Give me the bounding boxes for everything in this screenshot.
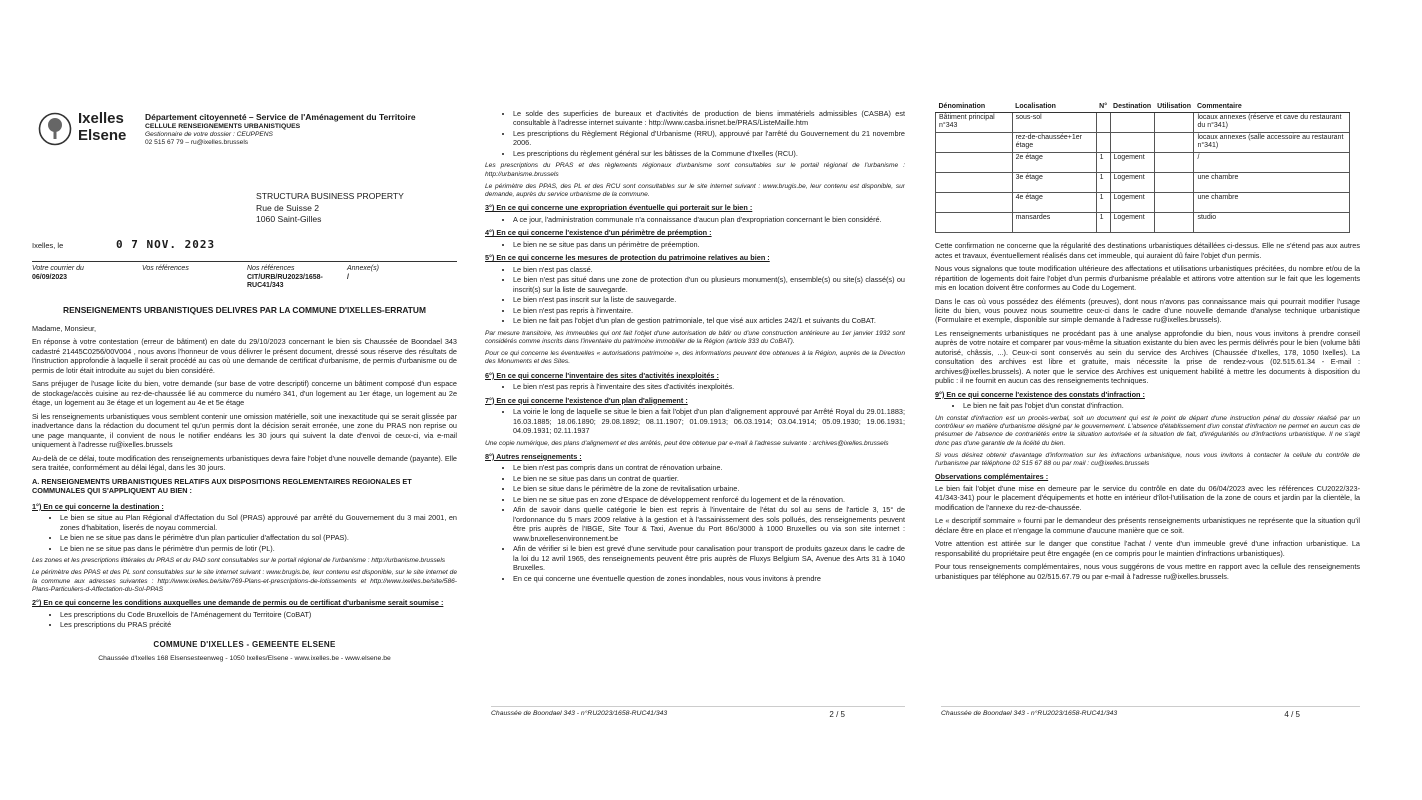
table-cell: mansardes	[1012, 213, 1096, 233]
table-cell	[936, 133, 1013, 153]
page-1	[32, 85, 457, 735]
list-item: • Le bien n'est pas repris à l'inventaire des sites d'activités inexploités.	[513, 382, 905, 391]
section-heading: 3°) En ce qui concerne une expropriation éventuelle qui porterait sur le bien :	[485, 203, 753, 213]
paragraph: Nous vous signalons que toute modification ultérieure des affectations et utilisations urbanistiques précitées, du nombre et/ou de la répartition de logements doit faire l'objet d'un permis d'urbanisme préalable et attirons votre attention sur le fait que les logements mis en location doivent être conformes au Code du Logement.	[935, 264, 1360, 293]
ixelles-logo-icon	[38, 112, 72, 146]
section-heading: 5°) En ce qui concerne les mesures de protection du patrimoine relatives au bien :	[485, 253, 770, 263]
table-row	[936, 133, 1350, 153]
table-row	[936, 153, 1350, 173]
paragraph: Au-delà de ce délai, toute modification des renseignements urbanistiques devra faire l'objet d'une nouvelle demande (payante). Elle sera traitée, conformément au délai légal, dans les 30 jours.	[32, 453, 457, 473]
section-heading: 9°) En ce qui concerne l'existence des constats d'infraction :	[935, 389, 1145, 399]
table-cell: 2e étage	[1012, 153, 1096, 173]
table-cell	[1154, 153, 1194, 173]
list-item: • Le bien n'est pas repris à l'inventaire.	[513, 306, 905, 315]
paragraph: Le « descriptif sommaire » fourni par le demandeur des présents renseignements urbanistiques ne représente que la situation qu'il déclare être en place et n'engage la commune d'aucune manière que ce soit.	[935, 516, 1360, 535]
note: Pour ce qui concerne les éventuelles « autorisations patrimoine », des informations peuvent être obtenues à la Région, auprès de la Direction des Monuments et des Sites.	[485, 350, 905, 366]
page-number: 2 / 5	[829, 710, 845, 720]
note: Un constat d'infraction est un procès-verbal, soit un document qui est le point de départ d'une instruction pénal du dossier réalisé par un contrôleur en matière d'urbanisme désigné par le gouvernement. L'absence d'établissement d'un constat d'infraction ne permet en aucun cas de présumer de l'absence de contrariétés entre la situation autorisée et la situation de fait, d'irrégularités ou d'infractions urbanistique. Il ne s'agit donc pas d'une garantie de la licéité du bien.	[935, 414, 1360, 447]
footer-address: Chaussée d'Ixelles 168 Elsensesteenweg - 1050 Ixelles/Elsene - www.ixelles.be - www.elsene.be	[98, 654, 391, 662]
list-item: • Le bien n'est pas compris dans un contrat de rénovation urbaine.	[513, 463, 905, 472]
table-cell: 1	[1096, 173, 1110, 193]
table-cell: studio	[1194, 213, 1350, 233]
table-cell: Logement	[1110, 153, 1154, 173]
note: Les prescriptions du PRAS et des règlements régionaux d'urbanisme sont consultables sur le portail régional de l'urbanisme : http://urbanisme.brussels	[485, 162, 905, 178]
table-cell	[1154, 113, 1194, 133]
list-item: • Le bien ne se situe pas dans un périmètre de préemption.	[513, 240, 905, 249]
footer-title: COMMUNE D'IXELLES - GEMEENTE ELSENE	[153, 639, 336, 649]
table-cell	[1154, 193, 1194, 213]
paragraph: Sans préjuger de l'usage licite du bien, votre demande (sur base de votre descriptif) concerne un bâtiment composé d'un espace de stockage/accès cuisine au rez-de-chaussée lié au commerce du numéro 341, d'un logement au 1er étage, un logement au 2e étage, un logement au 3e étage et un logement au 4e et 5e étage	[32, 379, 457, 408]
note: Par mesure transitoire, les immeubles qui ont fait l'objet d'une autorisation de bâtir ou d'une construction antérieure au 1er janvier 1932 sont considérés comme inscrits dans l'inventaire du patrimoine immobilier de la Région (article 333 du CoBAT).	[485, 329, 905, 345]
list-item: • Les prescriptions du Règlement Régional d'Urbanisme (RRU), approuvé par l'arrêté du Gouvernement du 21 novembre 2006.	[513, 129, 905, 148]
footer-reference: Chaussée de Boondael 343 - n°RU2023/1658-RUC41/343	[941, 710, 1118, 718]
page-4	[935, 85, 1360, 735]
section-heading: 2°) En ce qui concerne les conditions auxquelles une demande de permis ou de certificat d'urbanisme serait soumise :	[32, 598, 444, 608]
table-cell	[936, 213, 1013, 233]
table-cell: Bâtiment principal n°343	[936, 113, 1013, 133]
paragraph: Votre attention est attirée sur le danger que constitue l'achat / vente d'un immeuble grevé d'une infraction urbanistique. La responsabilité du propriétaire peut être engagée (en ce compris pour le maintien d'infractions urbanistiques).	[935, 539, 1360, 558]
note: Une copie numérique, des plans d'alignement et des arrêtés, peut être obtenue par e-mail à l'adresse suivante : archives@ixelles.brussels	[485, 439, 889, 447]
table-cell	[1096, 133, 1110, 153]
list-item: • Les prescriptions du règlement général sur les bâtisses de la Commune d'Ixelles (RCU).	[513, 149, 905, 158]
paragraph: Cette confirmation ne concerne que la régularité des destinations urbanistiques détaillées ci-dessus. Elle ne s'étend pas aux autres actes et travaux, éventuellement réalisés dans cet immeuble, qui auraient dû faire l'objet d'un permis.	[935, 241, 1360, 260]
document-title: RENSEIGNEMENTS URBANISTIQUES DELIVRES PAR LA COMMUNE D'IXELLES-ERRATUM	[63, 305, 426, 316]
table-cell: une chambre	[1194, 173, 1350, 193]
section-heading: Observations complémentaires :	[935, 472, 1049, 482]
list-item: • Le bien n'est pas situé dans une zone de protection d'un ou plusieurs monument(s), ensemble(s) ou site(s) classé(s) ou inscrit(s) sur la liste de sauvegarde.	[513, 275, 905, 294]
list-item: • En ce qui concerne une éventuelle question de zones inondables, nous vous invitons à prendre	[513, 574, 905, 583]
page-footer	[491, 706, 905, 719]
list-item: • Le bien ne se situe pas en zone d'Espace de développement renforcé du logement et de la rénovation.	[513, 495, 905, 504]
paragraph: Pour tous renseignements complémentaires, nous vous suggérons de vous mettre en rapport avec la cellule des renseignements urbanistiques par téléphone au 02/515.67.79 ou par e-mail à l'adresse ru@ixelles.brussels.	[935, 562, 1360, 581]
list-item: • Les prescriptions du Code Bruxellois de l'Aménagement du Territoire (CoBAT)	[60, 610, 457, 619]
paragraph: Si les renseignements urbanistiques vous semblent contenir une omission matérielle, soit une inexactitude qui se serait glissée par inadvertance dans la rédaction du document tel qu'un permis dont la décision serait erronée, une zone du PRAS non reprise ou une page manquante, il convient de nous le notifier endéans les 30 jours qui suivent la date d'envoi de ceux-ci, via e-mail uniquement à l'adresse ru@ixelles.brussels	[32, 411, 457, 450]
section-heading: 1°) En ce qui concerne la destination :	[32, 501, 164, 511]
logo-text: Ixelles Elsene	[78, 110, 127, 144]
page-number: 4 / 5	[1284, 710, 1300, 720]
note: Le périmètre des PPAS et des PL sont consultables sur le site internet suivant : www.brugis.be, leur contenu est disponible, sur le site internet de la commune aux adresses suivantes : http://www.ixelles.be/site/769-Plans-et-prescriptions-de-lotissements et http://www.ixelles.be/site/586-Plans-Particuliers-d-Affectation-du-Sol-PPAS	[32, 569, 457, 593]
list-item: • Le bien ne se situe pas dans le périmètre d'un plan particulier d'affectation du sol (PPAS).	[60, 533, 457, 542]
bullet-list	[485, 265, 905, 326]
list-item: • Le bien ne se situe pas dans un contrat de quartier.	[513, 474, 905, 483]
table-cell: Logement	[1110, 213, 1154, 233]
list-item: • Le bien se situe au Plan Régional d'Affectation du Sol (PRAS) approuvé par arrêté du Gouvernement du 3 mai 2001, en zones d'habitation, liserés de noyau commercial.	[60, 513, 457, 532]
table-cell	[1110, 113, 1154, 133]
table-cell: 4e étage	[1012, 193, 1096, 213]
note: Les zones et les prescriptions littérales du PRAS et du PAD sont consultables sur le portail régional de l'urbanisme : http://urbanisme.brussels	[32, 557, 446, 565]
footer-reference: Chaussée de Boondael 343 - n°RU2023/1658-RUC41/343	[491, 710, 668, 718]
table-header-row: Dénomination Localisation N° Destination Utilisation Commentaire	[936, 101, 1350, 113]
page-footer	[941, 706, 1360, 719]
list-item: • Le bien ne fait pas l'objet d'un constat d'infraction.	[963, 401, 1360, 410]
table-cell: rez-de-chaussée+1er étage	[1012, 133, 1096, 153]
bullet-list	[485, 382, 905, 391]
bullet-list	[32, 513, 457, 553]
table-cell	[1154, 173, 1194, 193]
note: Si vous désirez obtenir d'avantage d'information sur les infractions urbanistique, nous vous invitons à contacter la cellule du contrôle de l'urbanisme par téléphone 02 515 67 88 ou par mail : cu@ixelles.brussels	[935, 451, 1360, 468]
bullet-list	[32, 610, 457, 630]
bullet-list	[485, 240, 905, 249]
table-cell: une chambre	[1194, 193, 1350, 213]
table-cell	[936, 153, 1013, 173]
date-stamp: 0 7 NOV. 2023	[116, 237, 216, 251]
section-heading: A. RENSEIGNEMENTS URBANISTIQUES RELATIFS AUX DISPOSITIONS REGLEMENTAIRES REGIONALES ET COMMUNALES QUI S'APPLIQUENT AU BIEN :	[32, 476, 412, 496]
table-cell: 1	[1096, 193, 1110, 213]
table-cell: locaux annexes (réserve et cave du restaurant du n°341)	[1194, 113, 1350, 133]
table-row	[936, 193, 1350, 213]
table-cell: 1	[1096, 153, 1110, 173]
table-cell: Logement	[1110, 193, 1154, 213]
list-item: • Le bien ne fait pas l'objet d'un plan de gestion patrimoniale, tel que visé aux articles 242/1 et suivants du CoBAT.	[513, 316, 905, 325]
page-2	[485, 85, 905, 735]
note: Le périmètre des PPAS, des PL et des RCU sont consultables sur le site internet suivant : www.brugis.be, leur contenu est disponible, sur demande, auprès du service urbanisme de la commune.	[485, 182, 905, 199]
section-heading: 4°) En ce qui concerne l'existence d'un périmètre de préemption :	[485, 228, 712, 238]
table-cell	[936, 173, 1013, 193]
bullet-list	[485, 109, 905, 158]
table-cell: 1	[1096, 213, 1110, 233]
bullet-list	[485, 407, 905, 435]
section-heading: 8°) Autres renseignements :	[485, 451, 582, 461]
table-cell: sous-sol	[1012, 113, 1096, 133]
department-info: Département citoyenneté – Service de l'Aménagement du Territoire CELLULE RENSEIGNEMENTS URBANISTIQUES Gestionnaire de votre dossier : CEUPPENS 02 515 67 79 – ru@ixelles.brussels	[145, 112, 416, 147]
bullet-list	[485, 463, 905, 583]
list-item: • Le bien ne se situe pas dans le périmètre d'un permis de lotir (PL).	[60, 544, 457, 553]
table-cell: locaux annexes (salle accessoire au restaurant n°341)	[1194, 133, 1350, 153]
paragraph: En réponse à votre contestation (erreur de bâtiment) en date du 29/10/2023 concernant le bien sis Chaussée de Boondael 343 cadastré 21445C0256/00V004 , nous avons l'honneur de vous délivrer le présent document, dressé sous réserve des résultats de l'instruction approfondie à laquelle il serait procédé au cas où une demande de certificat d'urbanisme, de permis d'urbanisme ou de permis de lotir était introduite au sujet du bien considéré.	[32, 337, 457, 375]
section-heading: 7°) En ce qui concerne l'existence d'un plan d'alignement :	[485, 395, 688, 405]
table-cell: /	[1194, 153, 1350, 173]
letterhead	[32, 109, 457, 151]
list-item: • Le bien n'est pas classé.	[513, 265, 905, 274]
table-cell	[1096, 113, 1110, 133]
bullet-list	[935, 401, 1360, 410]
table-cell	[936, 193, 1013, 213]
list-item: • La voirie le long de laquelle se situe le bien a fait l'objet d'un plan d'alignement approuvé par Arrêté Royal du 29.01.1883; 16.03.1885; 18.06.1890; 29.08.1892; 08.11.1907; 01.09.1913; 06.03.1914; 03.04.1914; 05.09.1930; 19.06.1931; 04.09.1931; 02.11.1937	[513, 407, 905, 435]
paragraph: Dans le cas où vous possédez des éléments (preuves), dont nous n'avons pas connaissance mais qui pourrait modifier l'usage licite du bien, vous pouvez nous soumettre ceux-ci dans le cadre d'une nouvelle demande d'analyse technique urbanistique (Formulaire et exemple, disponible sur simple demande à l'adresse ru@ixelles.brussels).	[935, 296, 1360, 325]
table-row	[936, 213, 1350, 233]
reference-row: Votre courrier du Vos références Nos références Annexe(s) 06/09/2023 CIT/URB/RU2023/1658-RUC41/343 /	[32, 261, 457, 291]
addressee-block: STRUCTURA BUSINESS PROPERTY Rue de Suisse 2 1060 Saint-Gilles	[256, 191, 404, 225]
bullet-list	[485, 215, 905, 224]
table-row	[936, 113, 1350, 133]
table-cell: 3e étage	[1012, 173, 1096, 193]
list-item: • Le solde des superficies de bureaux et d'activités de production de biens immatériels admissibles (CASBA) est consultable à l'adresse internet suivante : http://www.casba.irisnet.be/PRAS/ListeMaille.htm	[513, 109, 905, 128]
table-cell	[1154, 213, 1194, 233]
date-line	[32, 237, 457, 255]
paragraph: Le bien fait l'objet d'une mise en demeure par le service du contrôle en date du 06/04/2023 avec les références CU2022/323-41/343-341) pour le placement d'équipements et hotte en intérieur d'îlot-l'utilisation de la zone de cours et jardin par la clientèle, la modification de l'annexe du rez-de-chaussée.	[935, 483, 1360, 512]
date-label: Ixelles, le	[32, 240, 64, 250]
list-item: • Le bien se situe dans le périmètre de la zone de revitalisation urbaine.	[513, 484, 905, 493]
list-item: • Afin de savoir dans quelle catégorie le bien est repris à l'inventaire de l'état du sol au sens de l'article 3, 15° de l'ordonnance du 5 mars 2009 relative à la gestion et à l'assainissement des sols pollués, des renseignements peuvent être pris auprès de l'IBGE, Site Tour & Taxi, Avenue du Port 86c/3000 à 1000 Bruxelles ou via son site internet : www.bruxellesenvironnement.be	[513, 505, 905, 543]
table-row	[936, 173, 1350, 193]
list-item: • Afin de vérifier si le bien est grevé d'une servitude pour canalisation pour transport de produits gazeux dans le cadre de la loi du 12 avril 1965, des renseignements peuvent être pris auprès de Fluxys Belgium SA, Avenue des Arts 31 à 1040 Bruxelles.	[513, 544, 905, 572]
table-cell	[1154, 133, 1194, 153]
section-heading: 6°) En ce qui concerne l'inventaire des sites d'activités inexploités :	[485, 370, 719, 380]
list-item: • A ce jour, l'administration communale n'a connaissance d'aucun plan d'expropriation concernant le bien considéré.	[513, 215, 905, 224]
list-item: • Le bien n'est pas inscrit sur la liste de sauvegarde.	[513, 295, 905, 304]
destination-table	[935, 101, 1350, 233]
table-cell	[1110, 133, 1154, 153]
paragraph: Les renseignements urbanistiques ne procédant pas à une analyse approfondie du bien, nous vous invitons à prendre conseil auprès de votre notaire et comparer par vous-même la situation existante du bien avec les permis délivrés pour le bien (volume bâti autorisé, châssis, ...). Ceux-ci sont conservés au sein du service des Archives (Chaussée d'Ixelles, 178, 1050 Ixelles). La consultation des archives est libre et gratuite, mais nécessite la prise de rendez-vous (02.515.61.34 - E-mail : archives@ixelles.brussels). A noter que le service des Archives est uniquement habilité à mettre les documents à disposition du public : il ne fournit en aucun cas des renseignements techniques.	[935, 328, 1360, 386]
table-cell: Logement	[1110, 173, 1154, 193]
greeting: Madame, Monsieur,	[32, 323, 97, 333]
list-item: • Les prescriptions du PRAS précité	[60, 620, 457, 629]
